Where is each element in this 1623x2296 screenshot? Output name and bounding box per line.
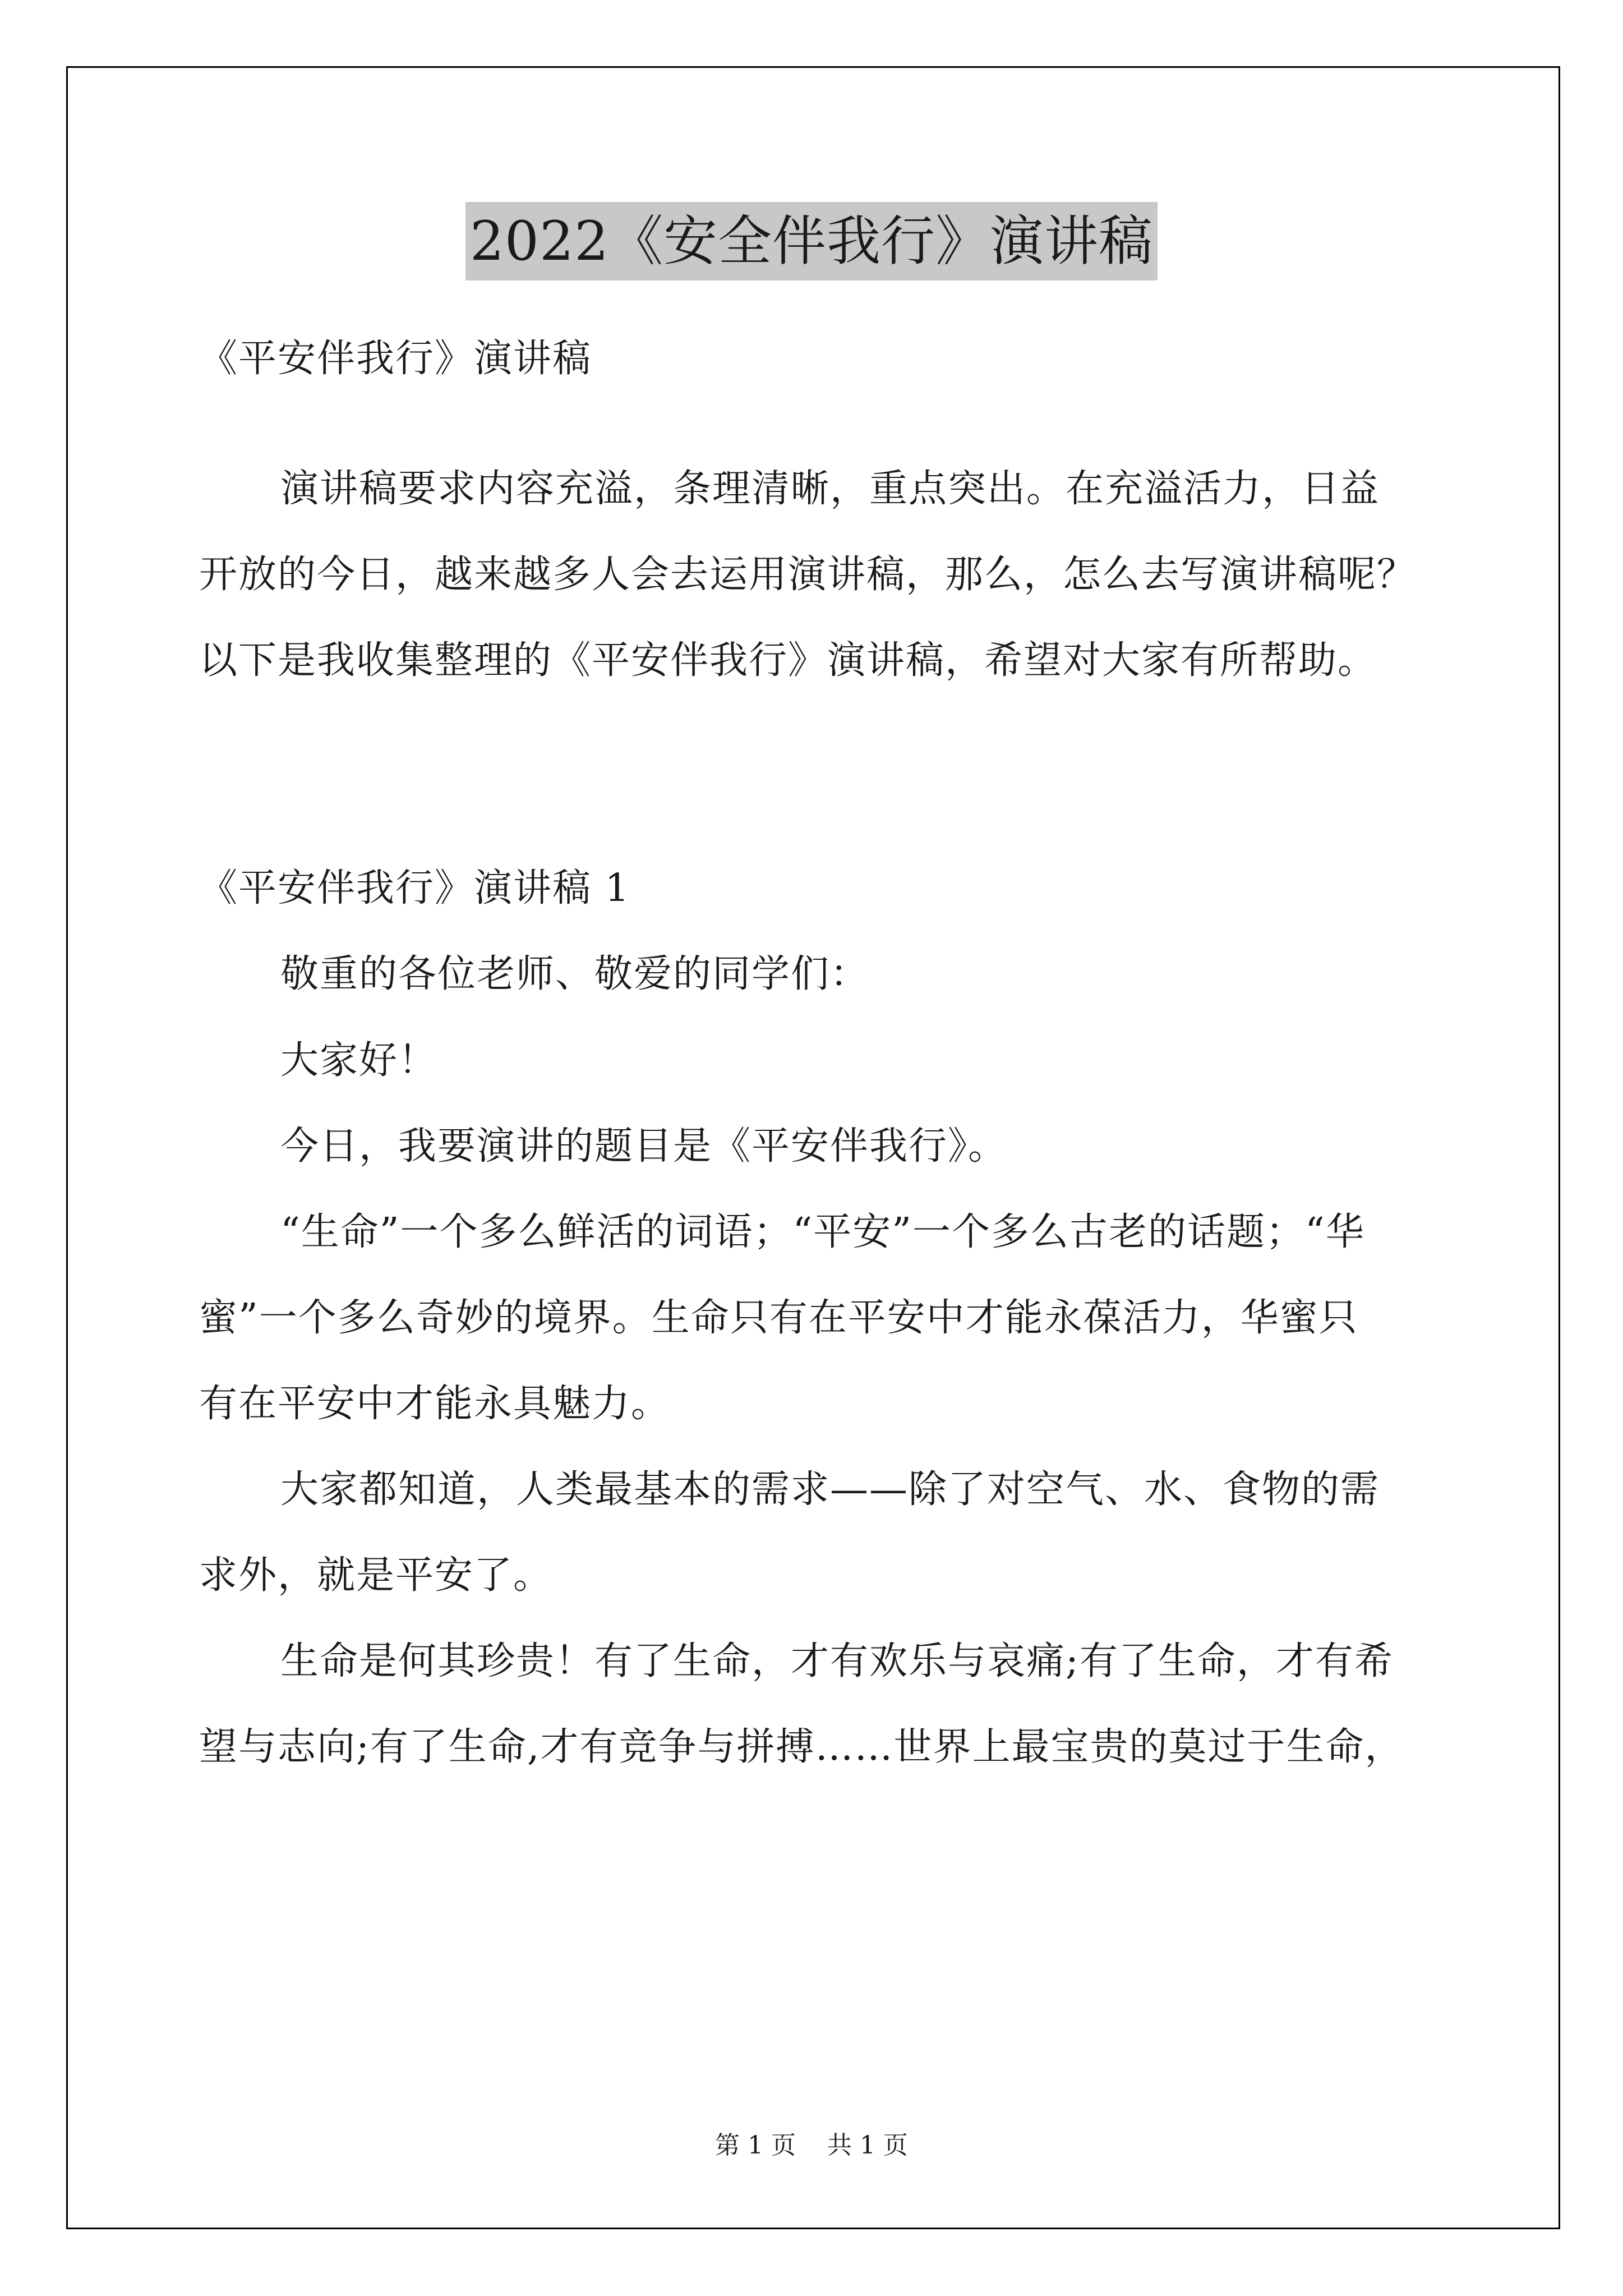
paragraph-line: 生命是何其珍贵！有了生命，才有欢乐与哀痛;有了生命，才有希 <box>280 1639 1394 1683</box>
section-heading: 《平安伴我行》演讲稿 <box>199 337 592 381</box>
paragraph-line: “生命”一个多么鲜活的词语；“平安”一个多么古老的话题；“华 <box>280 1210 1365 1254</box>
paragraph-line: 今日，我要演讲的题目是《平安伴我行》。 <box>280 1124 1008 1168</box>
paragraph-line: 演讲稿要求内容充溢，条理清晰，重点突出。在充溢活力，日益 <box>280 467 1380 511</box>
paragraph-line: 蜜”一个多么奇妙的境界。生命只有在平安中才能永葆活力，华蜜只 <box>199 1296 1358 1340</box>
section-heading: 《平安伴我行》演讲稿 1 <box>199 866 630 910</box>
paragraph-line: 大家好！ <box>280 1038 438 1083</box>
paragraph-line: 大家都知道，人类最基本的需求——除了对空气、水、食物的需 <box>280 1467 1380 1512</box>
document-title: 2022《安全伴我行》演讲稿 <box>465 202 1158 280</box>
page-footer: 第 1 页 共 1 页 <box>715 2131 908 2160</box>
paragraph-line: 有在平安中才能永具魅力。 <box>199 1382 671 1426</box>
title-container <box>0 202 1623 280</box>
paragraph-line: 以下是我收集整理的《平安伴我行》演讲稿，希望对大家有所帮助。 <box>199 638 1377 683</box>
paragraph-line: 开放的今日，越来越多人会去运用演讲稿，那么，怎么去写演讲稿呢？ <box>199 553 1417 597</box>
paragraph-line: 求外，就是平安了。 <box>199 1553 553 1598</box>
paragraph-line: 敬重的各位老师、敬爱的同学们： <box>280 952 870 996</box>
paragraph-line: 望与志向;有了生命,才有竞争与拼搏……世界上最宝贵的莫过于生命， <box>199 1725 1404 1769</box>
